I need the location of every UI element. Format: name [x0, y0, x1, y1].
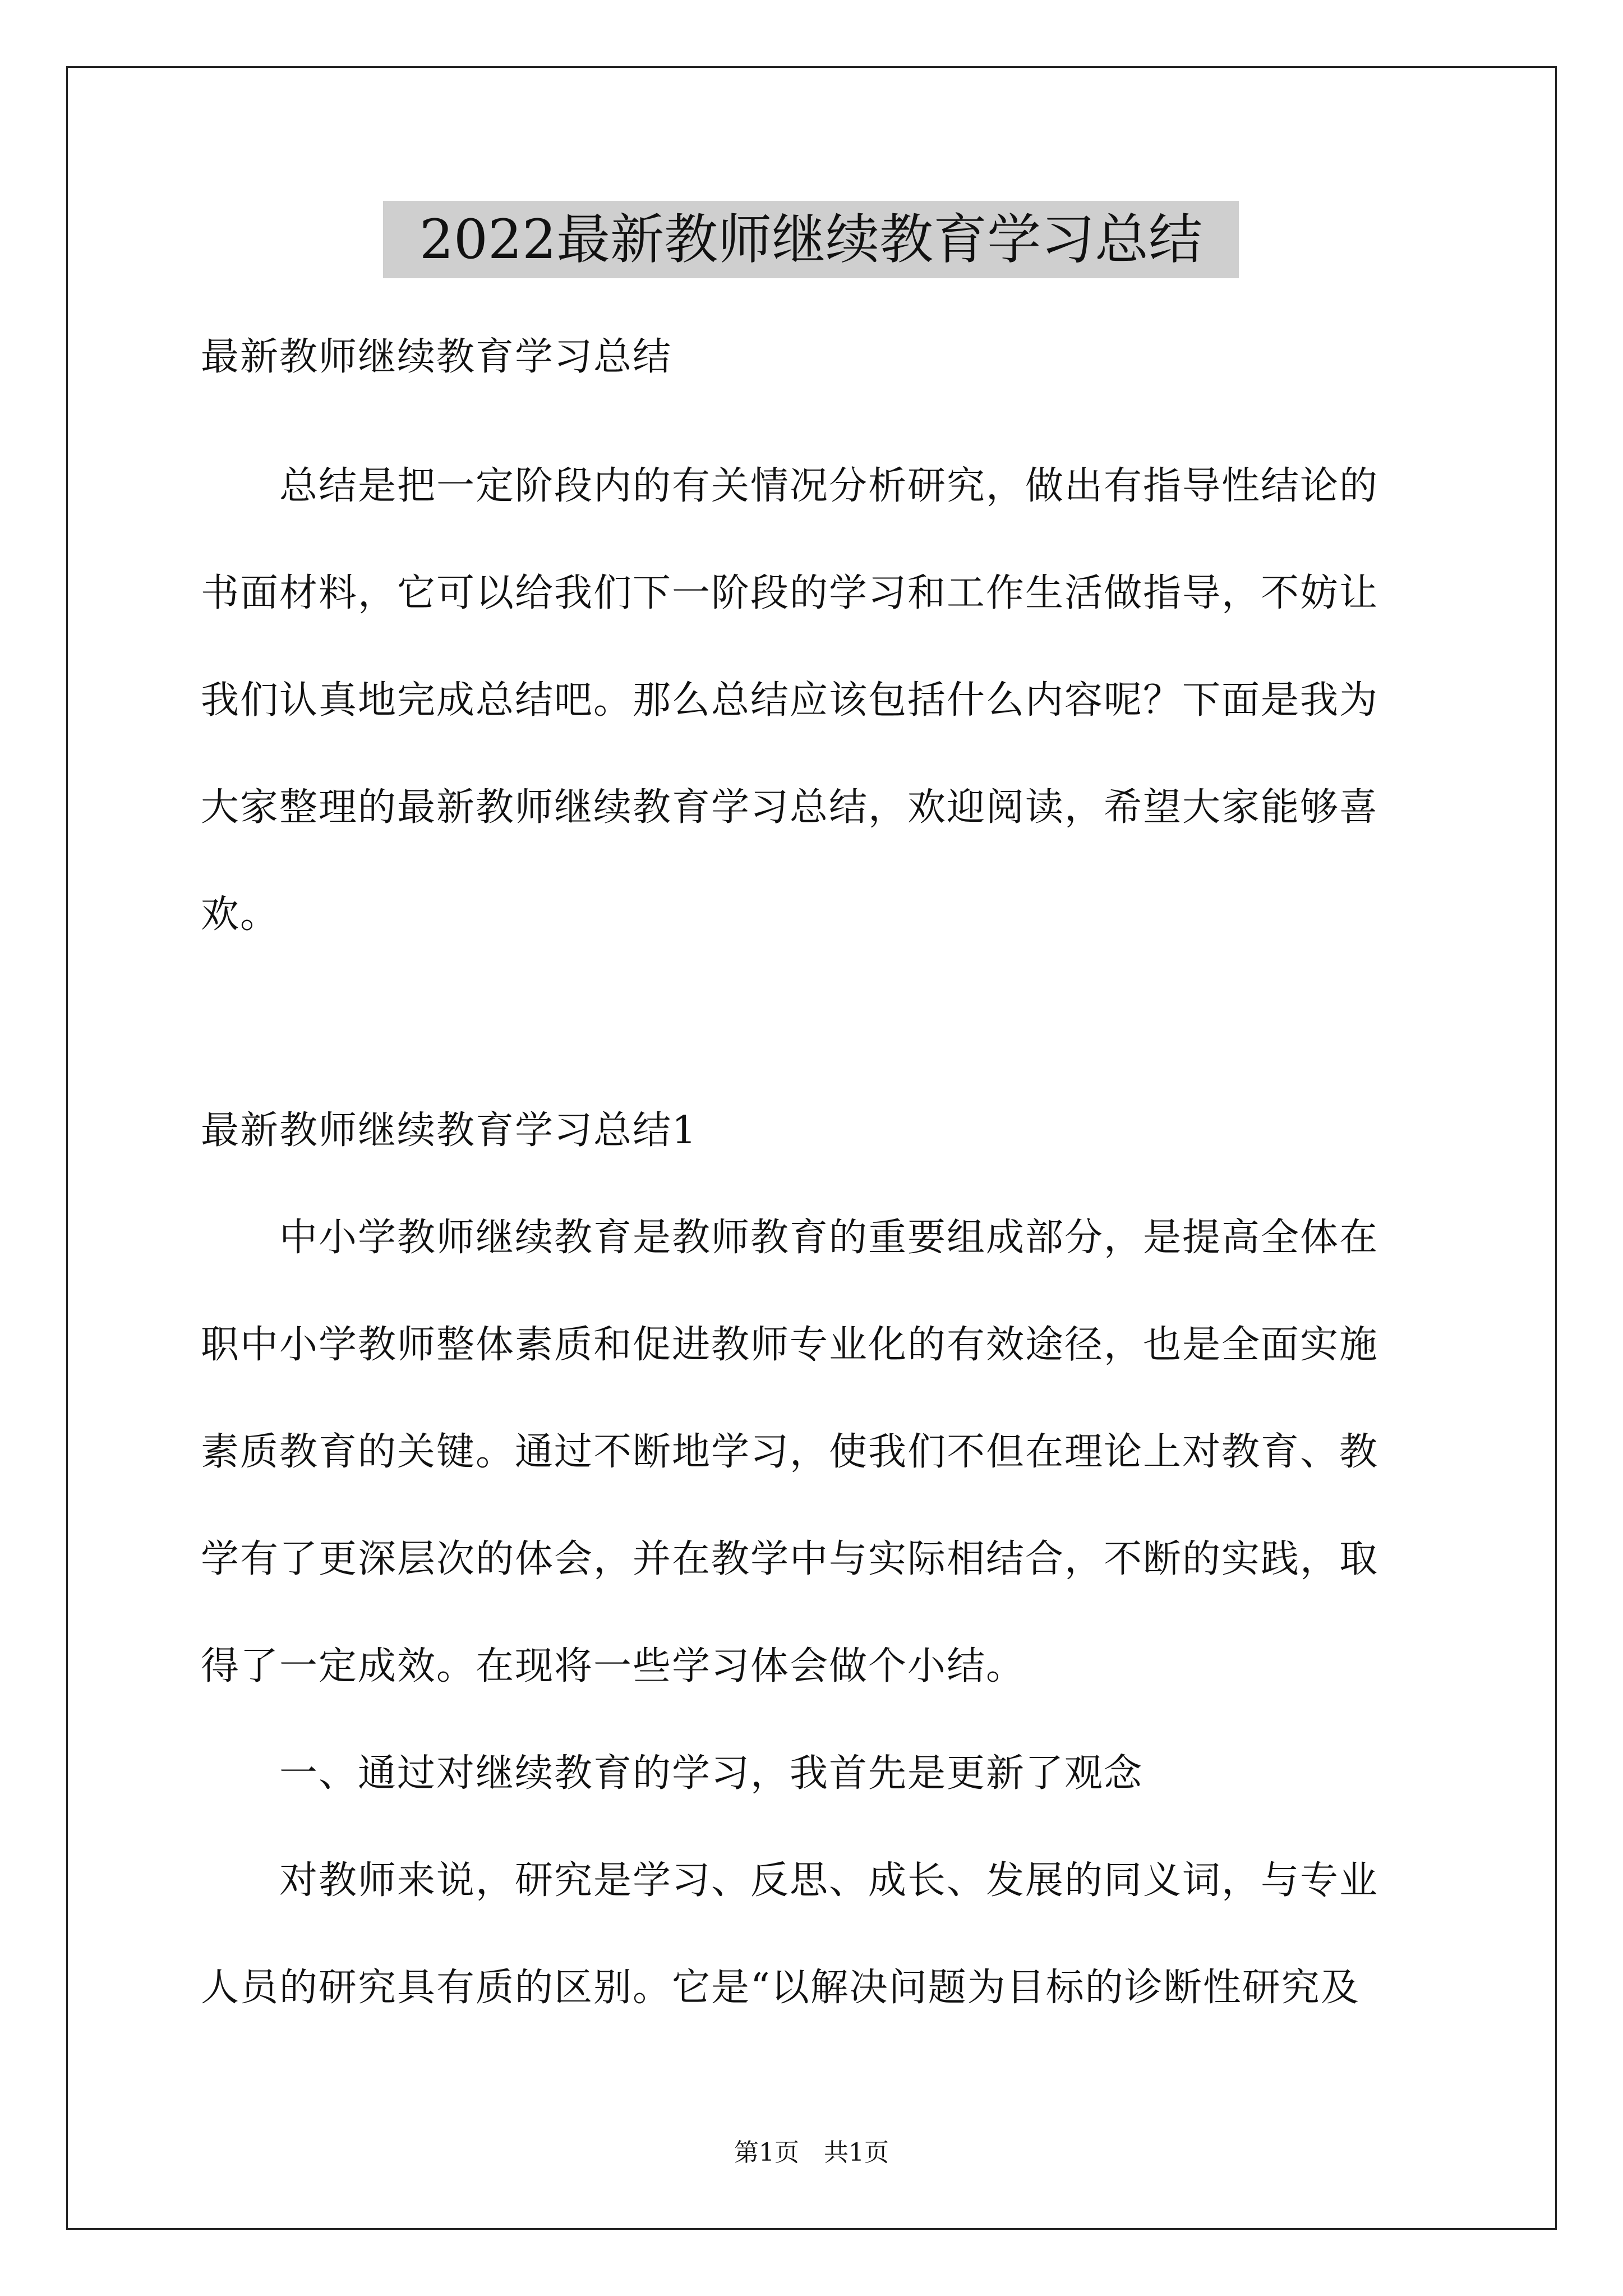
text-line: 欢。: [201, 892, 280, 937]
page-footer: 第1页 共1页: [734, 2138, 889, 2167]
text-line: 学有了更深层次的体会，并在教学中与实际相结合，不断的实践，取: [201, 1537, 1379, 1581]
text-line: 书面材料，它可以给我们下一阶段的学习和工作生活做指导，不妨让: [201, 571, 1379, 615]
text-line: 中小学教师继续教育是教师教育的重要组成部分，是提高全体在: [201, 1216, 1379, 1260]
subheading-line: 一、通过对继续教育的学习，我首先是更新了观念: [201, 1751, 1144, 1796]
text-line: 得了一定成效。在现将一些学习体会做个小结。: [201, 1644, 1026, 1688]
text-line: 我们认真地完成总结吧。那么总结应该包括什么内容呢？下面是我为: [201, 678, 1379, 723]
text-line: 素质教育的关键。通过不断地学习，使我们不但在理论上对教育、教: [201, 1430, 1379, 1474]
subtitle-line: 最新教师继续教育学习总结: [201, 335, 672, 379]
text-line: 职中小学教师整体素质和促进教师专业化的有效途径，也是全面实施: [201, 1323, 1379, 1367]
document-title: 2022最新教师继续教育学习总结: [383, 201, 1239, 278]
text-line: 大家整理的最新教师继续教育学习总结，欢迎阅读，希望大家能够喜: [201, 785, 1379, 830]
text-line: 人员的研究具有质的区别。它是“以解决问题为目标的诊断性研究及: [201, 1966, 1360, 2010]
text-line: 对教师来说，研究是学习、反思、成长、发展的同义词，与专业: [201, 1858, 1379, 1903]
section-heading: 最新教师继续教育学习总结1: [201, 1108, 698, 1153]
text-line: 总结是把一定阶段内的有关情况分析研究，做出有指导性结论的: [201, 464, 1379, 508]
